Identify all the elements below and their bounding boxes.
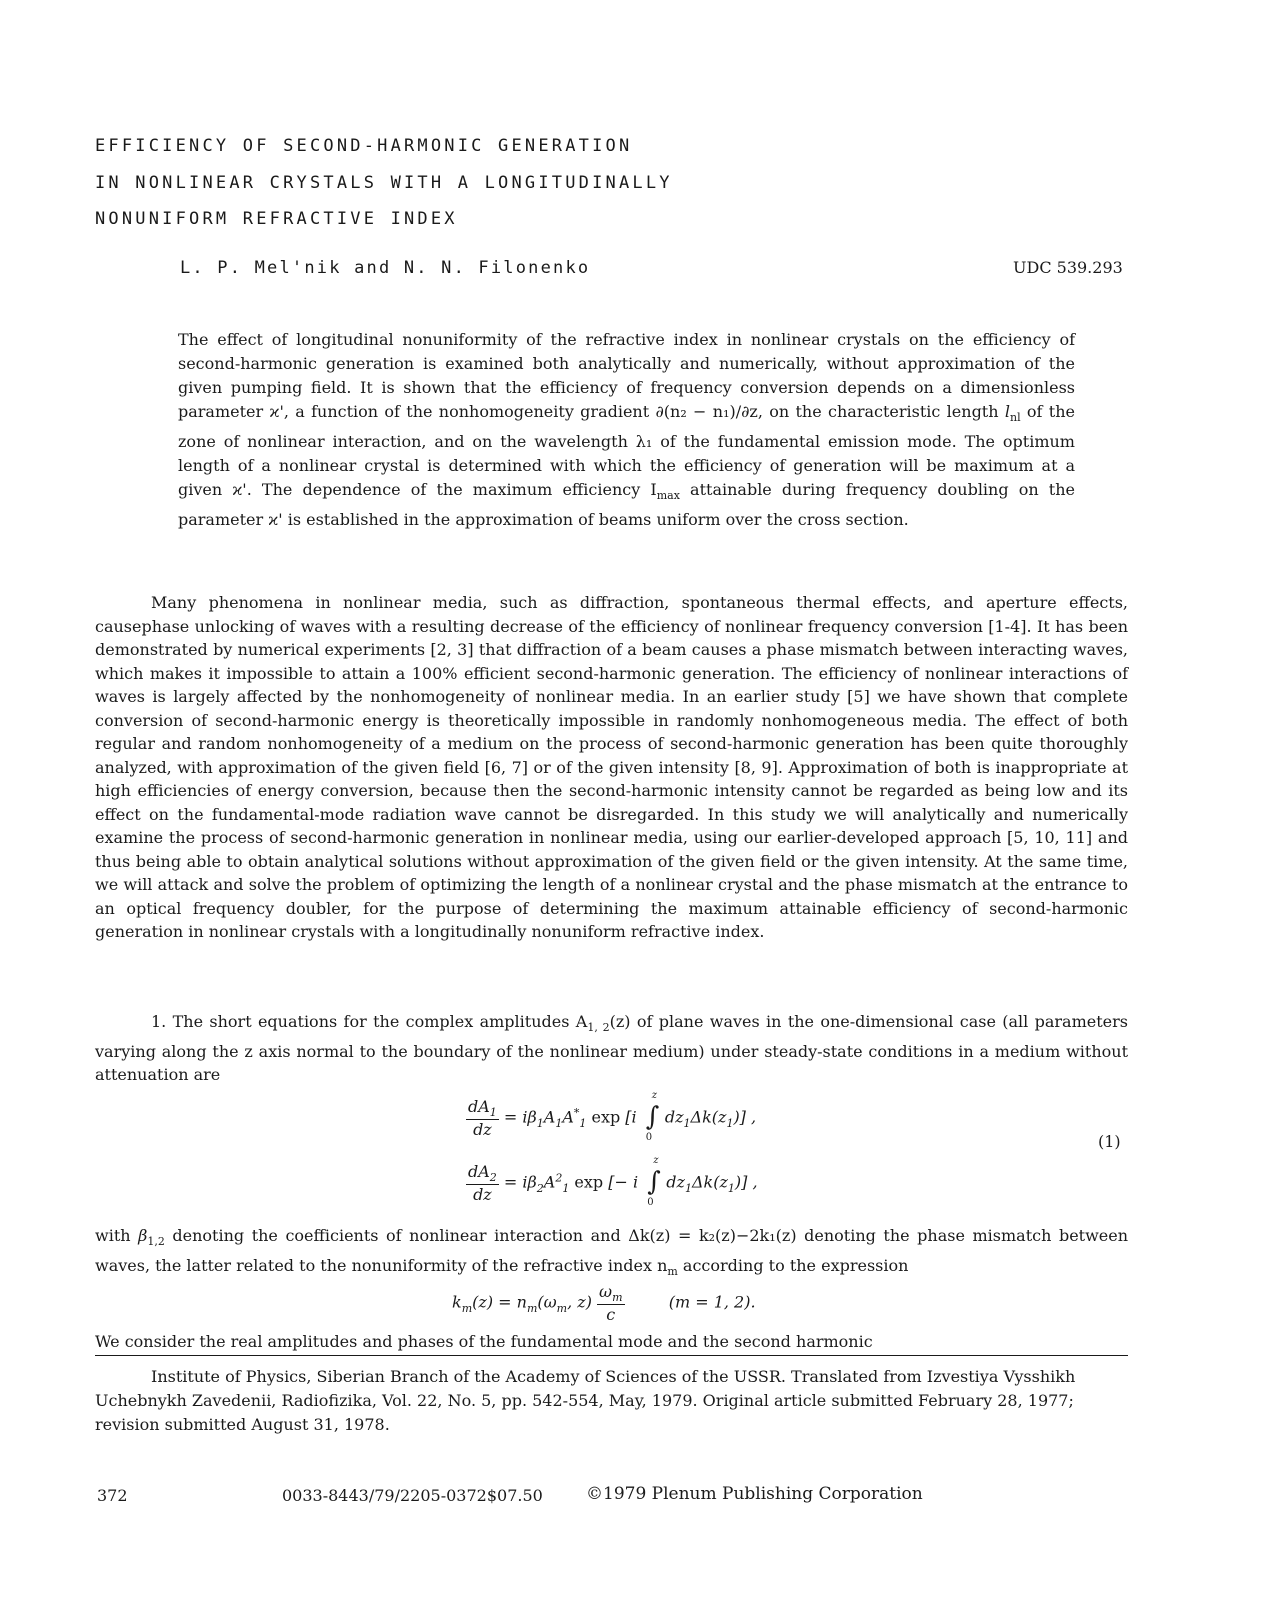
- amplitude-argument: (z): [609, 1012, 631, 1031]
- footnote: Institute of Physics, Siberian Branch of the Academy of Sciences of the USSR. Translated from Izvestiya Vysshikh Uchebnykh Zavedenii, Radiofizika, Vol. 22, No. 5, pp. 542-554, May, 1979. Original article submitted February 28, 1977; revision submitted August 31, 1978.: [95, 1367, 1076, 1434]
- abstract-text: . The dependence of the maximum efficiency: [246, 480, 641, 500]
- paragraph-text: 1. The short equations for the complex amplitudes: [151, 1012, 570, 1031]
- gradient-expression: ∂(n₂ − n₁)/∂z: [655, 402, 758, 421]
- beta-symbol: β: [138, 1226, 148, 1245]
- issn-code: 0033-8443/79/2205-0372$07.50: [282, 1486, 543, 1505]
- length-symbol: l: [1004, 402, 1010, 421]
- abstract-text: attainable during frequency doubling on the parameter: [178, 480, 1076, 530]
- abstract-text: , on the characteristic length: [757, 402, 999, 421]
- page-number: 372: [97, 1486, 128, 1505]
- equation-km: $k_m(z) = n_m(\omega_m$, z) $\frac{\omega_m}{c}$ (m = 1, 2).: [452, 1282, 756, 1325]
- body-paragraph-1: Many phenomena in nonlinear media, such as diffraction, spontaneous thermal effects, and aperture effects, causephase unlocking of waves with a resulting decrease of the efficiency of nonlinear frequency conversion [1-4]. It has been demonstrated by numerical experiments [2, 3] that diffraction of a beam causes a phase mismatch between interacting waves, which makes it impossible to attain a 100% efficient second-harmonic generation. The efficiency of nonlinear interactions of waves is largely affected by the nonhomogeneity of nonlinear media. In an earlier study [5] we have shown that complete conversion of second-harmonic energy is theoretically impossible in randomly nonhomogeneous media. The effect of both regular and random nonhomogeneity of a medium on the process of second-harmonic generation has been quite thoroughly analyzed, with approximation of the given field [6, 7] or of the given intensity [8, 9]. Approximation of both is inappropriate at high efficiencies of energy conversion, because then the second-harmonic intensity cannot be regarded as being low and its effect on the fundamental-mode radiation wave cannot be disregarded. In this study we will analytically and numerically examine the process of second-harmonic generation in nonlinear media, using our earlier-developed approach [5, 10, 11] and thus being able to obtain analytical solutions without approximation of the given field or the given intensity. At the same time, we will attack and solve the problem of optimizing the length of a nonlinear crystal and the phase mismatch at the entrance to an optical frequency doubler, for the purpose of determining the maximum attainable efficiency of second-harmonic generation in nonlinear crystals with a longitudinally nonuniform refractive index.: [95, 593, 1128, 941]
- footnote-divider: [95, 1355, 1128, 1356]
- abstract-text: of the fundamental emission mode. The optimum length of a nonlinear crystal is determined with which the efficiency of generation will be maximum at a given: [178, 432, 1075, 500]
- paragraph-text: according to the expression: [677, 1255, 909, 1275]
- title-line-2: IN NONLINEAR CRYSTALS WITH A LONGITUDINALLY: [95, 173, 673, 193]
- kappa-symbol: ϰ': [269, 402, 284, 421]
- copyright: ©1979 Plenum Publishing Corporation: [586, 1484, 923, 1504]
- index-subscript: m: [667, 1264, 678, 1278]
- authors: L. P. Mel'nik and N. N. Filonenko: [180, 258, 591, 278]
- imax-symbol: I: [650, 480, 657, 500]
- body-paragraph-4: We consider the real amplitudes and phases of the fundamental mode and the second harmonic: [95, 1332, 873, 1351]
- paragraph-text: denoting the phase mismatch between waves, the latter related to the nonuniformity of the refractive index: [95, 1226, 1129, 1275]
- beta-subscript: 1,2: [147, 1235, 165, 1249]
- lambda-symbol: λ₁: [635, 432, 653, 452]
- kappa-symbol: ϰ': [268, 510, 283, 530]
- equation-1a: $\frac{dA_1}{dz}$ = $i\beta_1A_1A^*_1$ exp [i z ∫ 0 $dz_1\Delta k(z_1)$] ,: [468, 1090, 757, 1144]
- body-paragraph-2: [95, 1010, 1128, 1087]
- equation-number: (1): [1098, 1132, 1121, 1151]
- equation-1b: $\frac{dA_2}{dz}$ = $i\beta_2A^2_1$ exp [− i z ∫ 0 $dz_1\Delta k(z_1)$] ,: [468, 1155, 758, 1209]
- abstract: [178, 328, 1075, 532]
- body-paragraph-3: [95, 1224, 1128, 1283]
- phase-mismatch-expression: Δk(z) = k₂(z)−2k₁(z): [628, 1226, 797, 1245]
- title-line-3: NONUNIFORM REFRACTIVE INDEX: [95, 209, 458, 229]
- paragraph-text: of plane waves in the one-dimensional case (all parameters varying along the z axis normal to the boundary of the nonlinear medium) under steady-state conditions in a medium without attenuation are: [95, 1012, 1128, 1085]
- udc: UDC 539.293: [1013, 258, 1123, 277]
- title-line-1: EFFICIENCY OF SECOND-HARMONIC GENERATION: [95, 136, 633, 156]
- length-subscript: nl: [1010, 411, 1021, 425]
- kappa-symbol: ϰ': [232, 480, 247, 500]
- imax-subscript: max: [656, 489, 680, 503]
- amplitude-subscript: 1, 2: [587, 1021, 610, 1035]
- paragraph-text: denoting the coefficients of nonlinear interaction and: [164, 1226, 621, 1245]
- abstract-text: of the zone of nonlinear interaction, and on the wavelength: [178, 402, 1076, 452]
- abstract-text: , a function of the nonhomogeneity gradient: [283, 402, 650, 421]
- paragraph-text: with: [95, 1226, 131, 1245]
- amplitude-symbol: A: [575, 1012, 588, 1031]
- abstract-text: The effect of longitudinal nonuniformity of the refractive index in nonlinear crystals on the efficiency of second-harmonic generation is examined both analytically and numerically, without approximation of the given pumping field. It is shown that the efficiency of frequency conversion depends on a dimensionless parameter: [178, 330, 1075, 421]
- abstract-text: is established in the approximation of beams uniform over the cross section.: [282, 510, 909, 530]
- index-symbol: n: [657, 1255, 668, 1275]
